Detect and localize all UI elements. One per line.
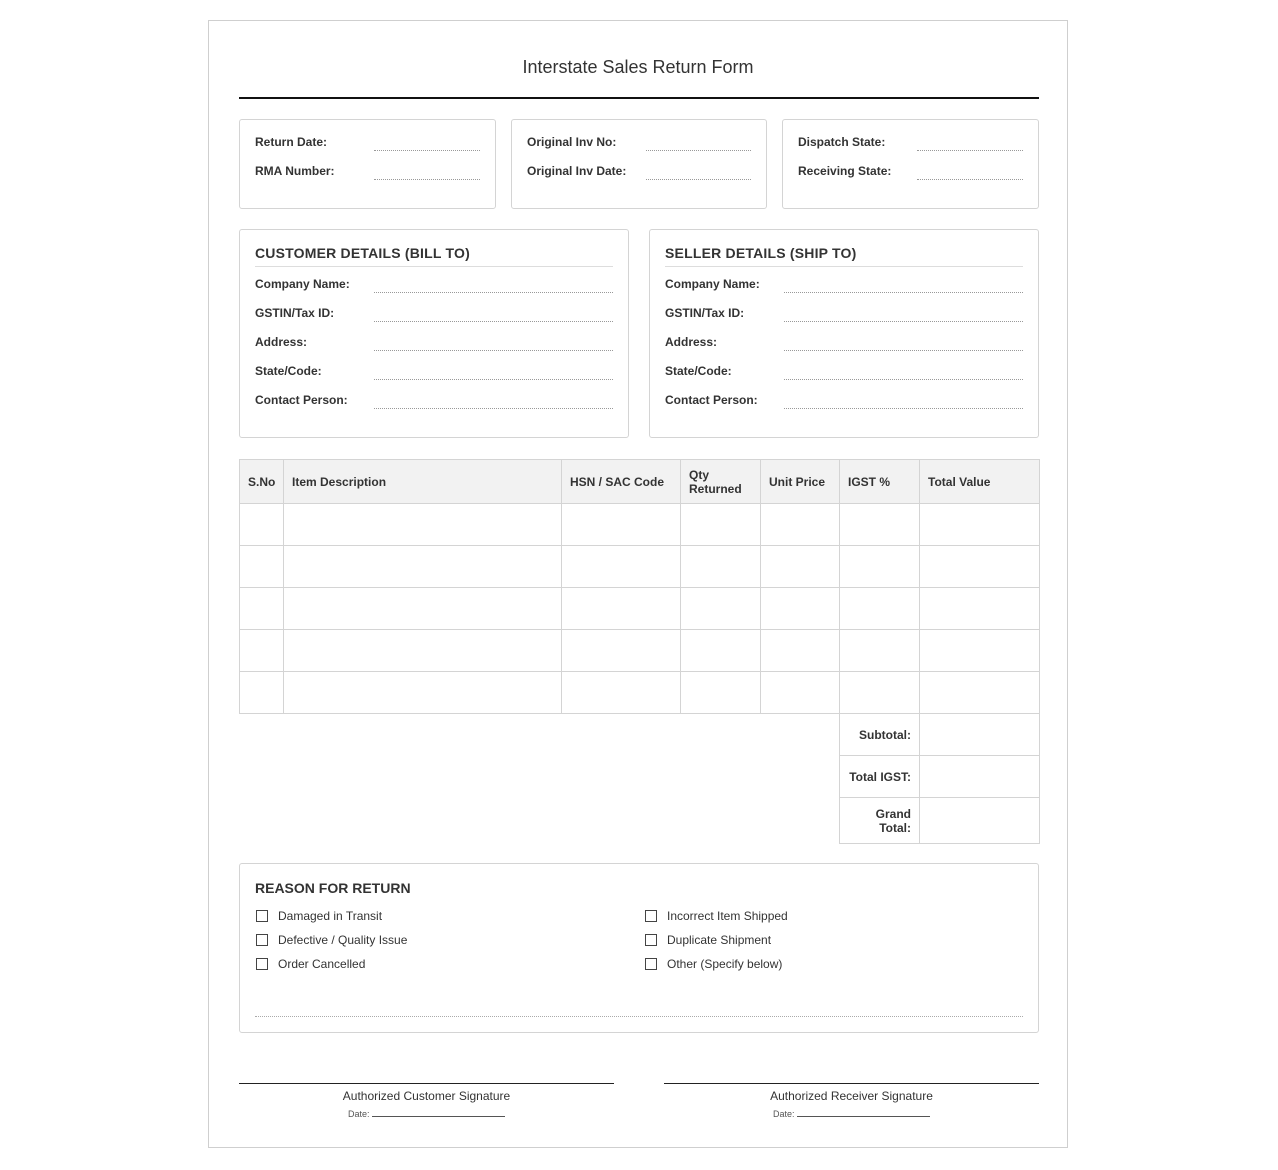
table-cell[interactable]: [562, 630, 681, 672]
subtotal-label: Subtotal:: [840, 714, 920, 756]
table-cell[interactable]: [240, 630, 284, 672]
table-cell[interactable]: [840, 588, 920, 630]
return-info-box: [239, 119, 496, 209]
field-label: Original Inv Date:: [527, 164, 627, 178]
reason-heading: REASON FOR RETURN: [255, 880, 411, 896]
grand-total-label: Grand Total:: [840, 798, 920, 844]
table-cell[interactable]: [284, 588, 562, 630]
table-row: [240, 672, 1040, 714]
table-cell[interactable]: [562, 546, 681, 588]
table-cell[interactable]: [761, 588, 840, 630]
col-header-item-description: Item Description: [284, 460, 562, 504]
checkbox-label: Incorrect Item Shipped: [667, 909, 788, 923]
table-cell[interactable]: [681, 588, 761, 630]
dispatch-state-field: [798, 135, 1023, 157]
customer-date-input[interactable]: [372, 1108, 505, 1117]
table-row: [240, 588, 1040, 630]
table-cell[interactable]: [681, 672, 761, 714]
totals-spacer: [240, 714, 840, 756]
customer-gstin-input[interactable]: [374, 321, 613, 322]
customer-contact-input[interactable]: [374, 408, 613, 409]
seller-gstin-field: [665, 306, 1023, 328]
seller-address-field: [665, 335, 1023, 357]
col-header-igst: IGST %: [840, 460, 920, 504]
table-cell[interactable]: [920, 630, 1040, 672]
totals-spacer: [240, 756, 840, 798]
table-cell[interactable]: [681, 546, 761, 588]
field-label: GSTIN/Tax ID:: [255, 306, 335, 320]
total-igst-label: Total IGST:: [840, 756, 920, 798]
checkbox[interactable]: [645, 958, 657, 970]
field-label: RMA Number:: [255, 164, 335, 178]
seller-contact-input[interactable]: [784, 408, 1023, 409]
rma-number-input[interactable]: [374, 179, 480, 180]
table-header-row: [240, 460, 1040, 504]
table-cell[interactable]: [284, 504, 562, 546]
form-title: Interstate Sales Return Form: [522, 57, 754, 77]
form-sheet: [208, 20, 1068, 1148]
seller-state-input[interactable]: [784, 379, 1023, 380]
return-date-field: [255, 135, 480, 157]
table-cell[interactable]: [920, 672, 1040, 714]
table-cell[interactable]: [284, 546, 562, 588]
total-igst-row: [240, 756, 1040, 798]
field-label: Address:: [255, 335, 308, 349]
seller-state-field: [665, 364, 1023, 386]
table-cell[interactable]: [562, 672, 681, 714]
seller-details-heading: SELLER DETAILS (SHIP TO): [665, 245, 1023, 267]
customer-details-heading: CUSTOMER DETAILS (BILL TO): [255, 245, 613, 267]
seller-details-box: [649, 229, 1039, 438]
receiver-signature-line[interactable]: [664, 1083, 1039, 1084]
field-label: Address:: [665, 335, 718, 349]
other-reason-input[interactable]: [255, 1016, 1023, 1017]
table-cell[interactable]: [562, 504, 681, 546]
original-invoice-box: [511, 119, 767, 209]
seller-contact-field: [665, 393, 1023, 415]
subtotal-row: [240, 714, 1040, 756]
customer-company-input[interactable]: [374, 292, 613, 293]
field-label: Company Name:: [255, 277, 350, 291]
grand-total-row: [240, 798, 1040, 844]
checkbox[interactable]: [645, 910, 657, 922]
original-inv-no-field: [527, 135, 751, 157]
field-label: Return Date:: [255, 135, 328, 149]
table-row: [240, 546, 1040, 588]
checkbox[interactable]: [645, 934, 657, 946]
grand-total-value[interactable]: [920, 798, 1040, 844]
rma-number-field: [255, 164, 480, 186]
field-label: State/Code:: [665, 364, 732, 378]
table-cell[interactable]: [761, 630, 840, 672]
seller-address-input[interactable]: [784, 350, 1023, 351]
customer-signature-line[interactable]: [239, 1083, 614, 1084]
customer-address-field: [255, 335, 613, 357]
customer-signature-label: Authorized Customer Signature: [342, 1089, 511, 1103]
checkbox[interactable]: [256, 934, 268, 946]
seller-company-field: [665, 277, 1023, 299]
table-row: [240, 504, 1040, 546]
field-label: Original Inv No:: [527, 135, 617, 149]
return-date-input[interactable]: [374, 150, 480, 151]
checkbox[interactable]: [256, 958, 268, 970]
title-divider: [239, 97, 1039, 99]
date-label: Date:: [347, 1109, 370, 1119]
table-cell[interactable]: [240, 504, 284, 546]
receiver-date-input[interactable]: [797, 1108, 930, 1117]
field-label: Dispatch State:: [798, 135, 886, 149]
table-cell[interactable]: [920, 588, 1040, 630]
table-cell[interactable]: [840, 546, 920, 588]
receiving-state-field: [798, 164, 1023, 186]
checkbox-label: Order Cancelled: [278, 957, 366, 971]
field-label: Contact Person:: [665, 393, 758, 407]
customer-company-field: [255, 277, 613, 299]
table-cell[interactable]: [240, 546, 284, 588]
totals-spacer: [240, 798, 840, 844]
table-cell[interactable]: [840, 630, 920, 672]
table-cell[interactable]: [240, 588, 284, 630]
col-header-total-value: Total Value: [920, 460, 1040, 504]
checkbox[interactable]: [256, 910, 268, 922]
checkbox-label: Other (Specify below): [667, 957, 783, 971]
original-inv-date-input[interactable]: [646, 179, 751, 180]
customer-signature-block: [239, 1083, 614, 1119]
table-cell[interactable]: [681, 504, 761, 546]
customer-details-box: [239, 229, 629, 438]
table-cell[interactable]: [240, 672, 284, 714]
original-inv-no-input[interactable]: [646, 150, 751, 151]
customer-signature-date: [239, 1108, 614, 1119]
table-cell[interactable]: [284, 672, 562, 714]
customer-state-input[interactable]: [374, 379, 613, 380]
col-header-qty-returned: Qty Returned: [681, 460, 761, 504]
checkbox-label: Damaged in Transit: [278, 909, 383, 923]
col-header-sno: S.No: [240, 460, 284, 504]
date-label: Date:: [772, 1109, 795, 1119]
table-cell[interactable]: [761, 672, 840, 714]
table-cell[interactable]: [920, 546, 1040, 588]
checkbox-label: Duplicate Shipment: [667, 933, 772, 947]
table-row: [240, 630, 1040, 672]
field-label: State/Code:: [255, 364, 322, 378]
field-label: GSTIN/Tax ID:: [665, 306, 745, 320]
dispatch-state-input[interactable]: [917, 150, 1023, 151]
seller-gstin-input[interactable]: [784, 321, 1023, 322]
col-header-hsn-sac: HSN / SAC Code: [562, 460, 681, 504]
checkbox-label: Defective / Quality Issue: [278, 933, 408, 947]
table-cell[interactable]: [761, 504, 840, 546]
table-cell[interactable]: [761, 546, 840, 588]
seller-company-input[interactable]: [784, 292, 1023, 293]
customer-address-input[interactable]: [374, 350, 613, 351]
receiver-signature-date: [664, 1108, 1039, 1119]
field-label: Receiving State:: [798, 164, 892, 178]
original-inv-date-field: [527, 164, 751, 186]
subtotal-value[interactable]: [920, 714, 1040, 756]
table-cell[interactable]: [681, 630, 761, 672]
receiver-signature-block: [664, 1083, 1039, 1119]
field-label: Company Name:: [665, 277, 760, 291]
customer-gstin-field: [255, 306, 613, 328]
reason-for-return-box: [239, 863, 1039, 1033]
col-header-unit-price: Unit Price: [761, 460, 840, 504]
receiving-state-input[interactable]: [917, 179, 1023, 180]
total-igst-value[interactable]: [920, 756, 1040, 798]
table-cell[interactable]: [920, 504, 1040, 546]
field-label: Contact Person:: [255, 393, 348, 407]
items-table: [239, 459, 1040, 844]
customer-state-field: [255, 364, 613, 386]
state-info-box: [782, 119, 1039, 209]
table-cell[interactable]: [840, 504, 920, 546]
table-cell[interactable]: [562, 588, 681, 630]
table-cell[interactable]: [840, 672, 920, 714]
table-cell[interactable]: [284, 630, 562, 672]
customer-contact-field: [255, 393, 613, 415]
receiver-signature-label: Authorized Receiver Signature: [770, 1089, 933, 1103]
